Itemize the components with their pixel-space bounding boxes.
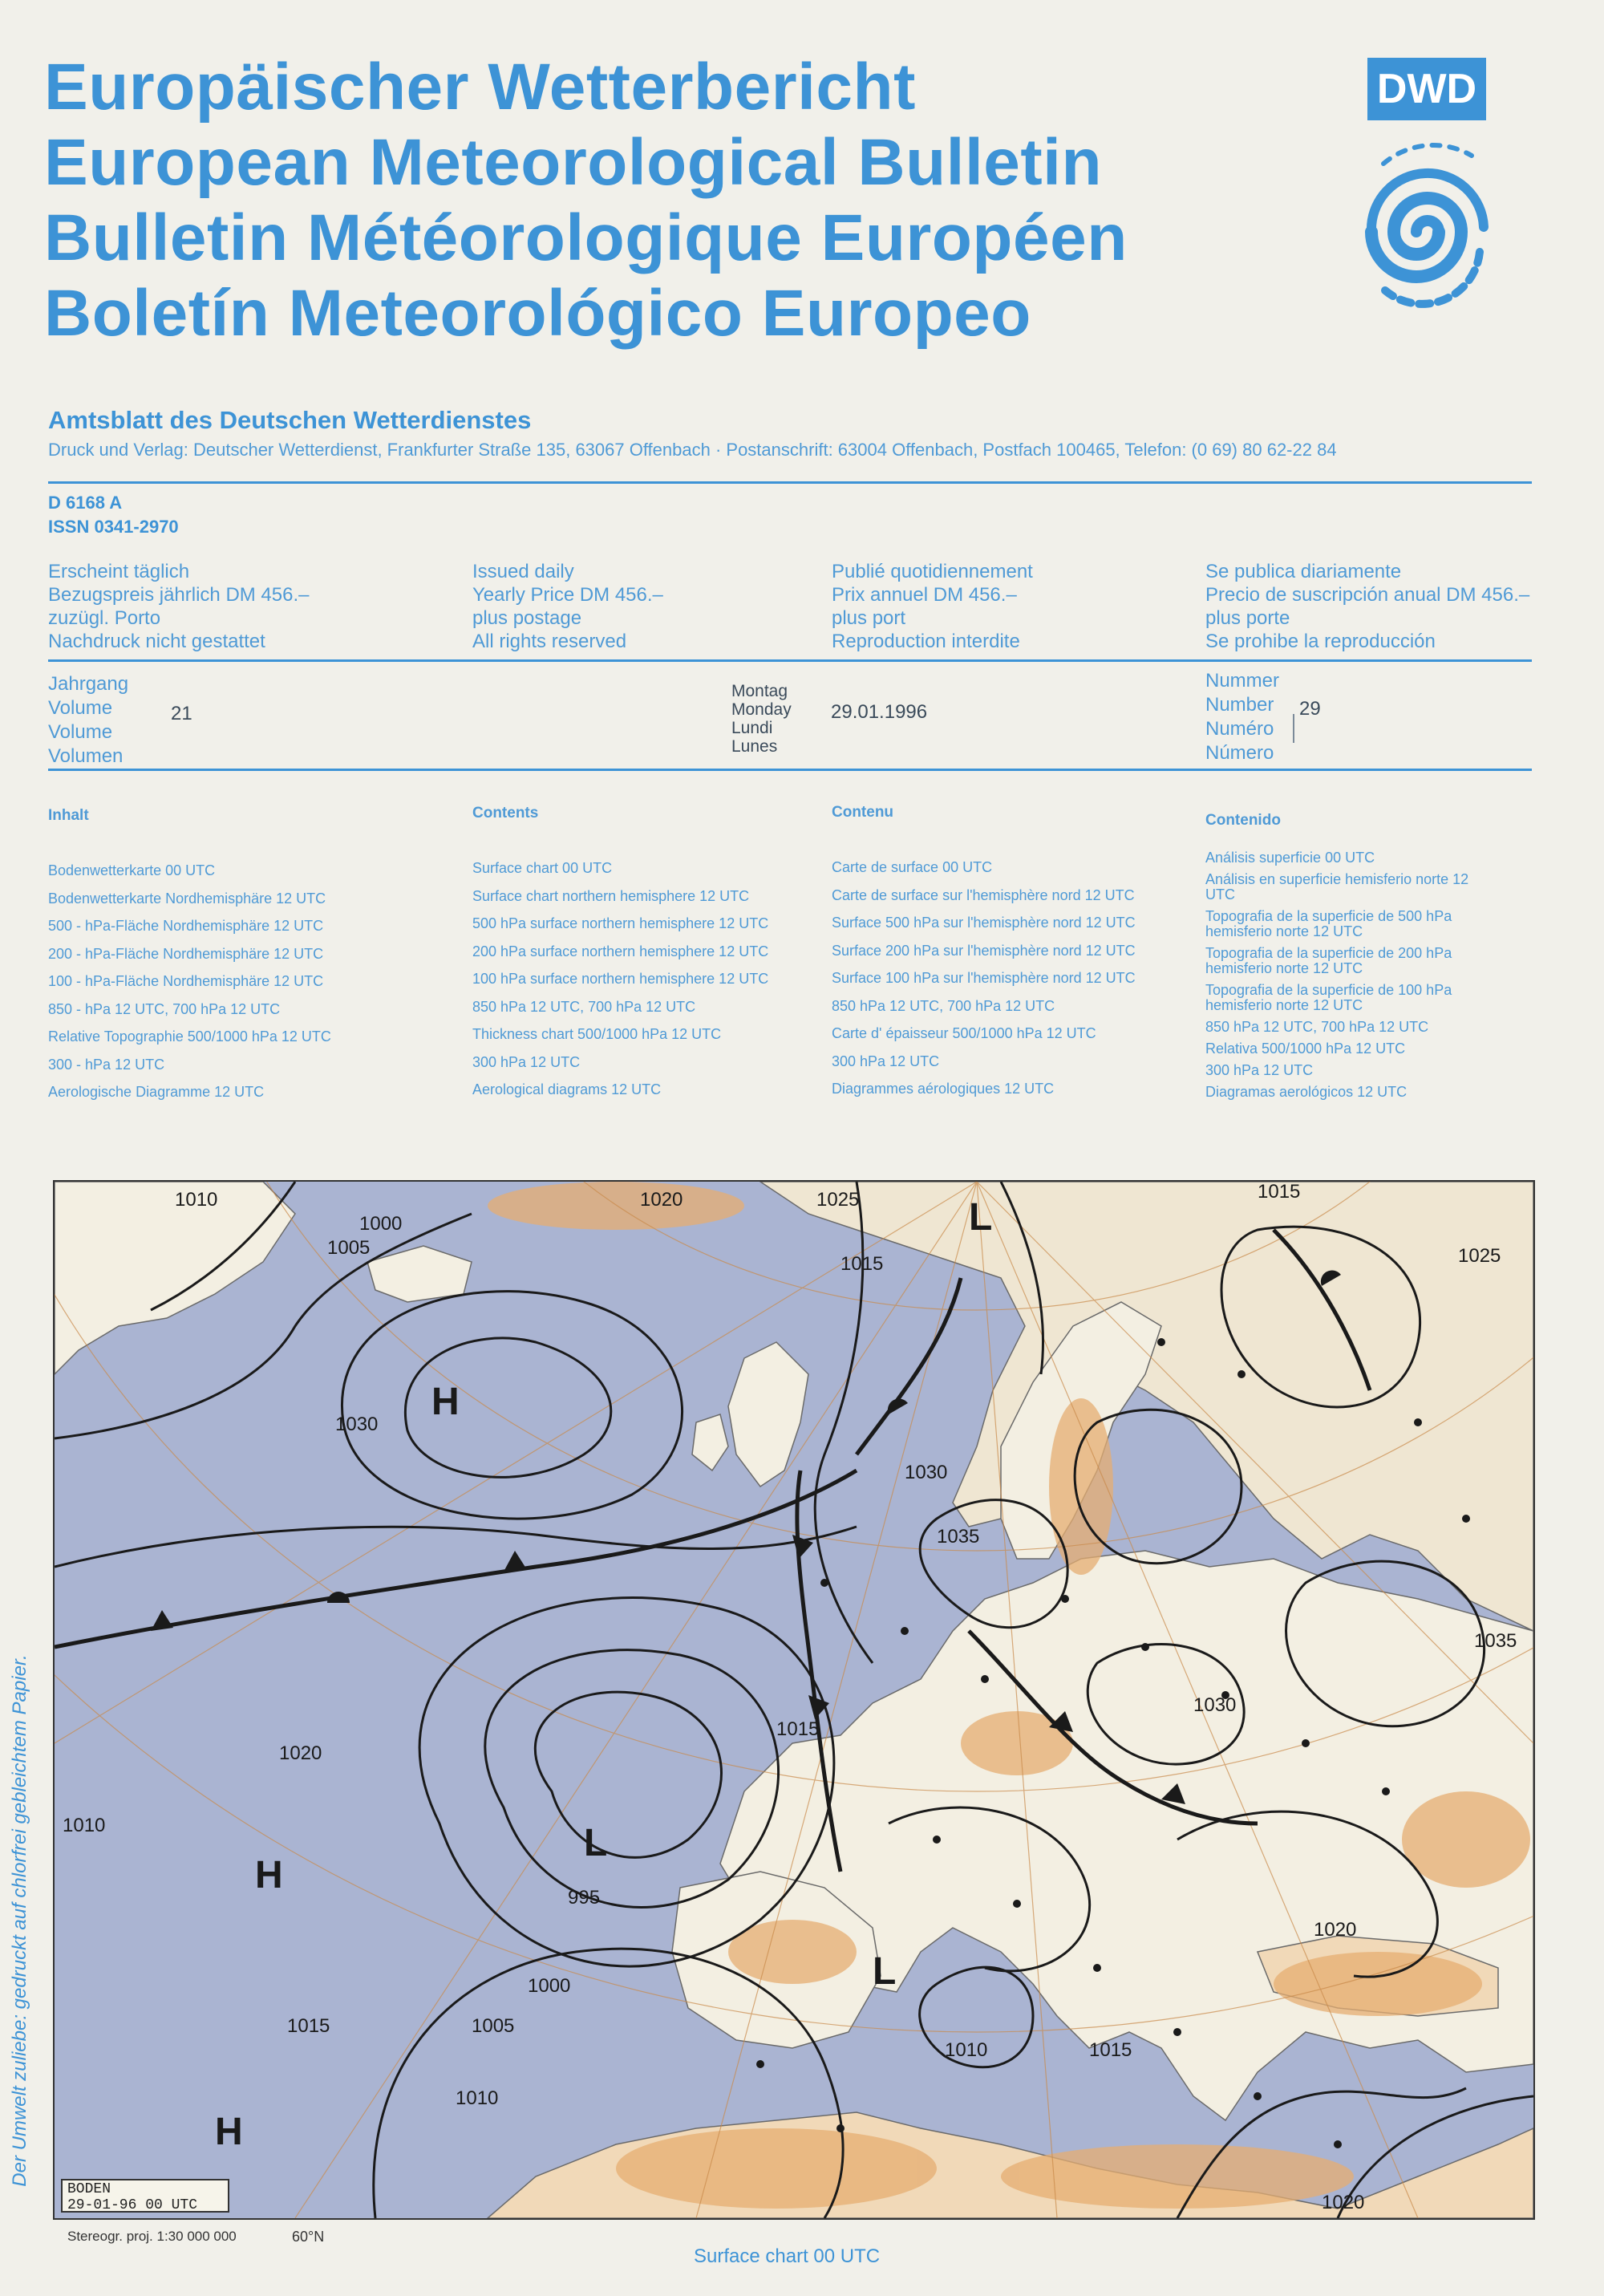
day-labels <box>731 682 792 756</box>
dwd-swirl-logo-icon <box>1351 132 1496 332</box>
contents-heading: Contenido <box>1205 812 1281 829</box>
isobar-label: 1020 <box>279 1742 322 1764</box>
volume-labels <box>48 672 128 769</box>
contents-item: Bodenwetterkarte Nordhemisphäre 12 UTC <box>48 890 326 907</box>
dwd-logo-text: DWD <box>1367 58 1486 120</box>
isobar-label: 1025 <box>1458 1245 1501 1267</box>
map-stamp-line2: 29-01-96 00 UTC <box>67 2197 198 2213</box>
info-line: Yearly Price DM 456.– <box>472 584 663 606</box>
contents-item: 300 hPa 12 UTC <box>1205 1062 1314 1078</box>
isobar-label: 995 <box>568 1887 601 1909</box>
contents-item: Carte d' épaisseur 500/1000 hPa 12 UTC <box>832 1025 1096 1041</box>
issn: ISSN 0341-2970 <box>48 517 179 537</box>
high-pressure-center: H <box>255 1854 283 1896</box>
day-label: Monday <box>731 700 792 719</box>
volume-label: Jahrgang <box>48 673 129 695</box>
isobar-label: 1020 <box>1322 2192 1365 2213</box>
title-fr: Bulletin Météorologique Européen <box>44 201 1128 274</box>
contents-item: Análisis superficie 00 UTC <box>1205 850 1375 866</box>
info-line: Precio de suscripción anual DM 456.– <box>1205 584 1530 606</box>
isobar-label: 1000 <box>528 1975 571 1997</box>
map-projection: Stereogr. proj. 1:30 000 000 <box>67 2229 237 2244</box>
info-line: Reproduction interdite <box>832 631 1020 652</box>
isobar-label: 1000 <box>359 1213 403 1235</box>
station-dot <box>1302 1739 1310 1747</box>
isobar-label: 1030 <box>1193 1694 1237 1716</box>
station-dot <box>1334 2140 1342 2148</box>
contents-item: Carte de surface 00 UTC <box>832 859 993 875</box>
publisher-title: Amtsblatt des Deutschen Wetterdienstes <box>48 406 532 434</box>
isobar-label: 1010 <box>945 2039 988 2061</box>
low-pressure-center: L <box>969 1196 993 1239</box>
contents-item: 100 - hPa-Fläche Nordhemisphäre 12 UTC <box>48 973 324 989</box>
isobar-label: 1015 <box>840 1253 884 1275</box>
day-label: Lundi <box>731 719 773 737</box>
contents-en <box>472 805 768 1104</box>
station-dot <box>836 2124 845 2132</box>
map-stamp-line1: BODEN <box>67 2181 111 2197</box>
title-es: Boletín Meteorológico Europeo <box>44 277 1031 350</box>
relief-atlas <box>616 2128 937 2209</box>
contents-item: Aerologische Diagramme 12 UTC <box>48 1084 265 1100</box>
info-line: plus porte <box>1205 607 1290 629</box>
contents-item: Surface 500 hPa sur l'hemisphère nord 12 UTC <box>832 915 1136 931</box>
station-dot <box>933 1836 941 1844</box>
info-line: Se publica diariamente <box>1205 561 1402 582</box>
contents-item: 300 hPa 12 UTC <box>472 1053 581 1070</box>
number-label: Número <box>1205 742 1274 764</box>
number-labels <box>1205 669 1279 765</box>
info-en <box>472 560 663 653</box>
info-line: Erscheint täglich <box>48 561 190 582</box>
divider <box>48 659 1532 662</box>
volume-value: 21 <box>171 703 192 724</box>
station-dot <box>1414 1418 1422 1426</box>
contents-item: Carte de surface sur l'hemisphère nord 12 UTC <box>832 886 1135 903</box>
volume-label: Volume <box>48 721 113 743</box>
info-line: plus port <box>832 607 906 629</box>
map-caption: Surface chart 00 UTC <box>694 2245 881 2267</box>
station-dot <box>1254 2092 1262 2100</box>
contents-item: Análisis en superficie hemisferio norte 12 UTC <box>1205 871 1469 903</box>
contents-item: 500 hPa surface northern hemisphere 12 UTC <box>472 915 769 931</box>
contents-item: Diagrammes aérologiques 12 UTC <box>832 1081 1055 1097</box>
map-latitude: 60°N <box>292 2229 325 2245</box>
contents-item: 850 hPa 12 UTC, 700 hPa 12 UTC <box>472 998 696 1015</box>
contents-de <box>48 807 331 1106</box>
isobar-label: 1010 <box>175 1189 218 1211</box>
contents-item: 850 hPa 12 UTC, 700 hPa 12 UTC <box>1205 1019 1429 1035</box>
issue-number: 29 <box>1299 698 1321 720</box>
contents-item: Thickness chart 500/1000 hPa 12 UTC <box>472 1026 722 1042</box>
isobar-label: 1025 <box>816 1189 860 1211</box>
isobar-label: 1035 <box>1474 1630 1517 1652</box>
info-line: Prix annuel DM 456.– <box>832 584 1017 606</box>
info-fr <box>832 560 1033 653</box>
low-pressure-center: L <box>584 1822 608 1864</box>
contents-heading: Contents <box>472 805 539 821</box>
contents-fr <box>832 804 1136 1103</box>
d-number: D 6168 A <box>48 493 123 513</box>
contents-item: 850 hPa 12 UTC, 700 hPa 12 UTC <box>832 997 1055 1014</box>
number-label: Nummer <box>1205 670 1280 692</box>
contents-item: Relativa 500/1000 hPa 12 UTC <box>1205 1041 1406 1057</box>
station-dot <box>1061 1595 1069 1603</box>
high-pressure-center: H <box>431 1381 460 1423</box>
info-line: Publié quotidiennement <box>832 561 1033 582</box>
station-dot <box>1173 2028 1181 2036</box>
contents-es <box>1205 812 1470 1106</box>
isobar-label: 1030 <box>905 1462 948 1483</box>
info-de <box>48 560 310 653</box>
contents-item: 100 hPa surface northern hemisphere 12 UTC <box>472 971 769 987</box>
contents-item: Surface chart northern hemisphere 12 UTC <box>472 887 750 904</box>
info-line: plus postage <box>472 607 582 629</box>
publisher-address: Druck und Verlag: Deutscher Wetterdienst, Frankfurter Straße 135, 63067 Offenbach · Postanschrift: 63004 Offenbach, Postfach 100465, Telefon: (0 69) 80 62-22 84 <box>48 440 1337 460</box>
isobar-label: 1030 <box>335 1414 379 1435</box>
contents-heading: Inhalt <box>48 807 89 824</box>
volume-label: Volume <box>48 697 113 719</box>
contents-item: Diagramas aerológicos 12 UTC <box>1205 1084 1408 1100</box>
info-line: All rights reserved <box>472 631 627 652</box>
info-line: Bezugspreis jährlich DM 456.– <box>48 584 310 606</box>
contents-item: Relative Topographie 500/1000 hPa 12 UTC <box>48 1028 331 1045</box>
contents-item: Surface 100 hPa sur l'hemisphère nord 12 UTC <box>832 970 1136 986</box>
isobar-label: 1005 <box>327 1237 371 1259</box>
contents-item: Bodenwetterkarte 00 UTC <box>48 862 216 878</box>
station-dot <box>1093 1964 1101 1972</box>
divider <box>48 769 1532 771</box>
info-line: Se prohibe la reproducción <box>1205 631 1436 652</box>
station-dot <box>820 1579 828 1587</box>
number-label: Numéro <box>1205 718 1274 740</box>
contents-item: Topografia de la superficie de 200 hPa hemisferio norte 12 UTC <box>1205 945 1452 976</box>
contents-item: Surface chart 00 UTC <box>472 860 613 876</box>
issue-date: 29.01.1996 <box>831 701 928 723</box>
isobar-label: 1015 <box>1089 2039 1132 2061</box>
station-dot <box>901 1627 909 1635</box>
isobar-label: 1020 <box>640 1189 683 1211</box>
isobar-label: 1010 <box>456 2087 499 2109</box>
station-dot <box>1013 1900 1021 1908</box>
divider <box>48 481 1532 484</box>
publisher-block <box>48 406 1337 460</box>
relief-north <box>488 1182 744 1230</box>
dwd-logo <box>1351 58 1496 335</box>
station-dot <box>1141 1643 1149 1651</box>
map-stamp <box>61 2179 229 2213</box>
high-pressure-center: H <box>215 2111 243 2153</box>
station-dot <box>981 1675 989 1683</box>
contents-item: 200 hPa surface northern hemisphere 12 UTC <box>472 943 769 959</box>
station-dot <box>756 2060 764 2068</box>
contents-item: 300 hPa 12 UTC <box>832 1053 940 1069</box>
pen-mark <box>1293 714 1294 743</box>
day-label: Lunes <box>731 737 778 756</box>
station-dot <box>1382 1787 1390 1795</box>
station-dot <box>1237 1370 1246 1378</box>
weather-map-svg <box>55 1182 1533 2218</box>
relief-scandinavia <box>1049 1398 1113 1575</box>
isobar-label: 1015 <box>1258 1182 1301 1203</box>
contents-item: 500 - hPa-Fläche Nordhemisphäre 12 UTC <box>48 918 324 934</box>
station-dot <box>1157 1338 1165 1346</box>
title-de: Europäischer Wetterbericht <box>44 51 916 124</box>
info-line: Nachdruck nicht gestattet <box>48 631 265 652</box>
title-block <box>44 50 1128 351</box>
publication-ids <box>48 491 179 539</box>
info-line: Issued daily <box>472 561 574 582</box>
isobar-label: 1010 <box>63 1815 106 1836</box>
contents-item: 300 - hPa 12 UTC <box>48 1056 165 1073</box>
info-es <box>1205 560 1529 653</box>
volume-label: Volumen <box>48 745 124 767</box>
contents-item: Surface 200 hPa sur l'hemisphère nord 12 UTC <box>832 942 1136 959</box>
info-line: zuzügl. Porto <box>48 607 161 629</box>
contents-item: Topografia de la superficie de 100 hPa hemisferio norte 12 UTC <box>1205 982 1452 1013</box>
number-label: Number <box>1205 694 1274 716</box>
contents-item: 200 - hPa-Fläche Nordhemisphäre 12 UTC <box>48 945 324 962</box>
relief-caucasus <box>1402 1791 1530 1888</box>
surface-chart-map <box>53 1180 1535 2220</box>
isobar-label: 1015 <box>776 1718 820 1740</box>
contents-item: Aerological diagrams 12 UTC <box>472 1081 662 1097</box>
isobar-label: 1020 <box>1314 1919 1357 1941</box>
station-dot <box>1462 1515 1470 1523</box>
low-pressure-center: L <box>873 1950 897 1993</box>
contents-heading: Contenu <box>832 804 894 821</box>
relief-anatolia <box>1274 1952 1482 2016</box>
title-en: European Meteorological Bulletin <box>44 126 1103 199</box>
isobar-label: 1005 <box>472 2015 515 2037</box>
day-label: Montag <box>731 682 788 700</box>
isobar-label: 1035 <box>937 1526 980 1548</box>
isobar-label: 1015 <box>287 2015 330 2037</box>
contents-item: 850 - hPa 12 UTC, 700 hPa 12 UTC <box>48 1000 281 1017</box>
side-note: Der Umwelt zuliebe: gedruckt auf chlorfrei gebleichtem Papier. <box>9 1654 30 2187</box>
contents-item: Topografia de la superficie de 500 hPa hemisferio norte 12 UTC <box>1205 908 1452 939</box>
